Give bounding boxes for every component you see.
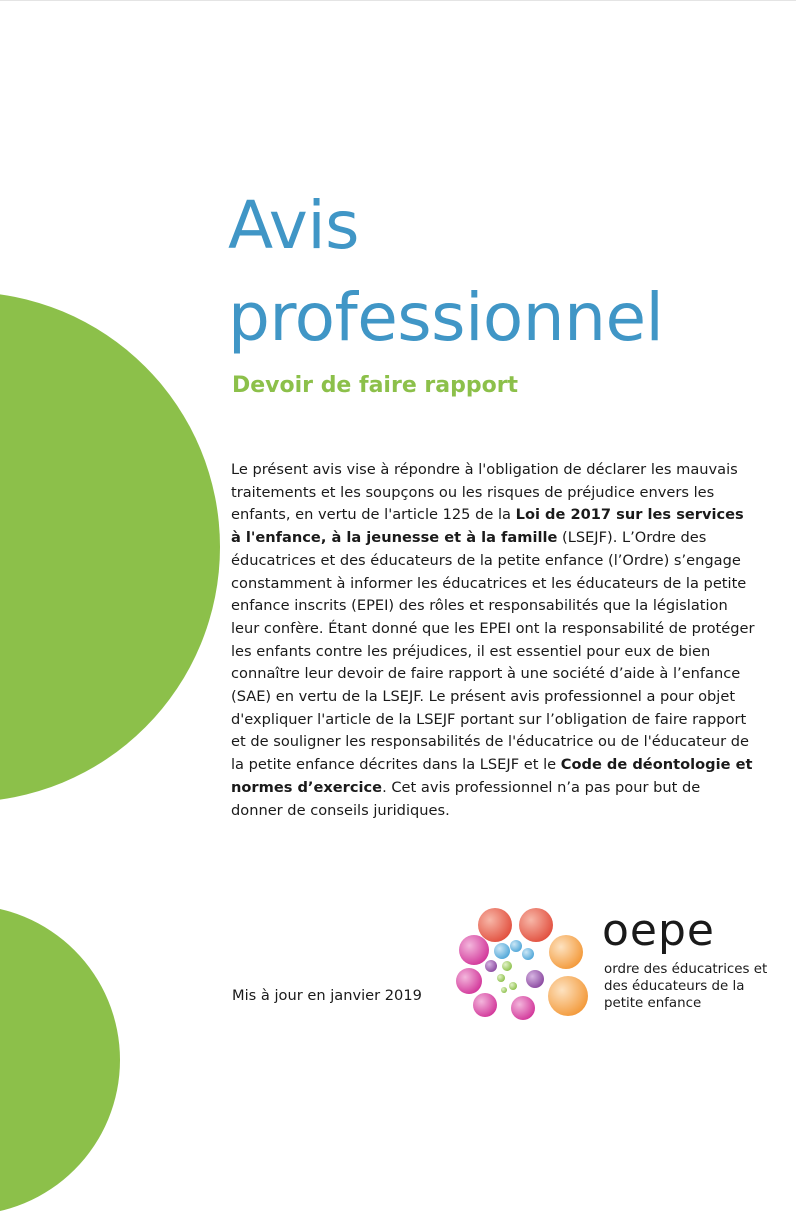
updated-date: Mis à jour en janvier 2019 — [232, 987, 422, 1004]
green-circle-decoration-lower — [0, 905, 120, 1215]
logo-bubbles-icon — [452, 906, 602, 1026]
logo-wordmark: oepe — [602, 905, 715, 956]
oepe-logo — [452, 905, 768, 1026]
code-title: Code de déontologie et normes d’exercice — [231, 756, 753, 796]
law-title: Loi de 2017 sur les services à l'enfance, à la jeunesse et à la famille — [231, 506, 744, 547]
body-text: Le présent avis vise à répondre à l'obligation de déclarer les mauvais traitements et les soupçons ou les risques de préjudice envers les enfants, en vertu de l'article 125 de la — [231, 461, 738, 524]
body-text: (LSEJF). L’Ordre des éducatrices et des éducateurs de la petite enfance (l’Ordre) s’engage constamment à informer les éducatrices et les éducateurs de la petite enfance inscrits (EPEI) des rôles et responsabilités que la législation leur confère. Étant donné que les EPEI ont la responsabilité de protéger les enfants contre les préjudices, il est essentiel pour eux de bien connaître leur devoir de faire rapport à une société d’aide à l’enfance (SAE) en vertu de la LSEJF. Le présent avis professionnel a pour objet d'expliquer l'article de la LSEJF portant sur l’obligation de faire rapport et de souligner les responsabilités de l'éducatrice ou de l'éducateur de la petite enfance décrites dans la LSEJF et le — [231, 529, 755, 774]
page-title — [228, 180, 663, 364]
green-circle-decoration — [0, 292, 220, 802]
top-border — [0, 0, 796, 1]
logo-tagline: ordre des éducatrices et des éducateurs de la petite enfance — [604, 962, 768, 1011]
body-paragraph — [231, 459, 756, 822]
page-subtitle: Devoir de faire rapport — [232, 373, 519, 398]
title-line-1: Avis — [228, 187, 360, 264]
body-text: . Cet avis professionnel n’a pas pour but de donner de conseils juridiques. — [231, 778, 701, 819]
title-line-2: professionnel — [228, 279, 664, 356]
